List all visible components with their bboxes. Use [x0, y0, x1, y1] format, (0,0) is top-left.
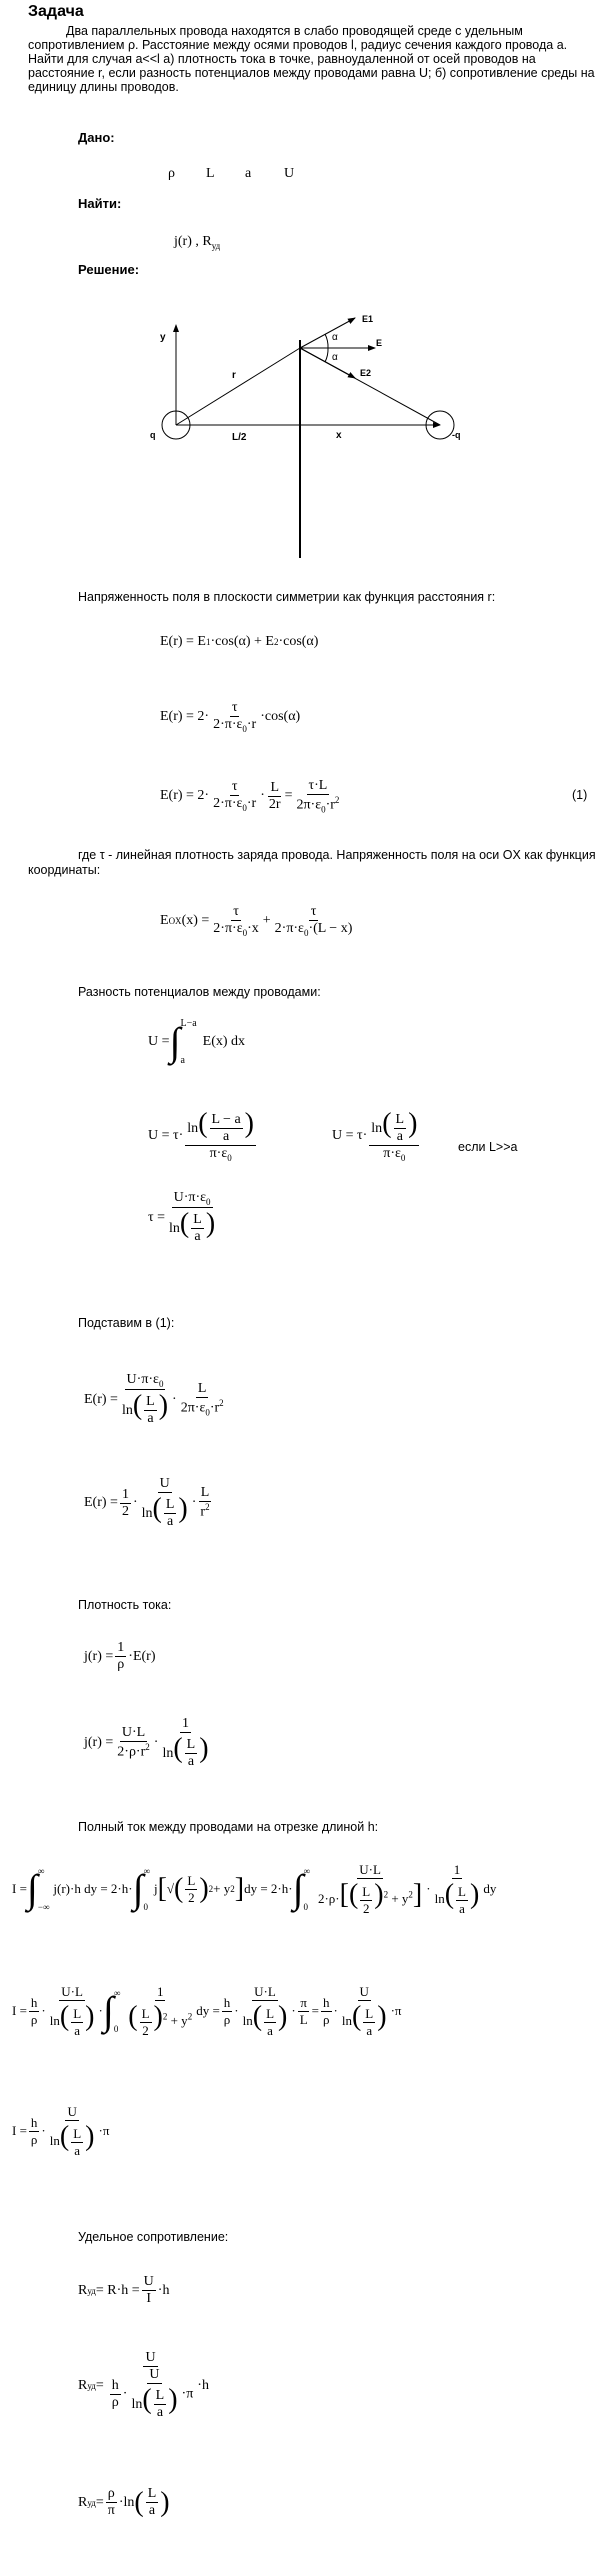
- text-resistivity: Удельное сопротивление:: [78, 2230, 229, 2244]
- eq-density-2: j(r) = $\frac{U\cdot L}{2\cdot\rho\cdot r^2}$ · 1 ln( $\frac{L}{a}$ ): [84, 1716, 209, 1770]
- text-field: Напряженность поля в плоскости симметрии как функция расстояния r:: [78, 590, 496, 604]
- alpha-top: α: [332, 332, 338, 343]
- eq-number: (1): [572, 788, 588, 802]
- eq-field-3: E(r) = 2· $\frac{\tau}{2\cdot\pi\cdot\varepsilon_0\cdot r}$ · $\frac{L}{2r}$ = $\frac{\tau\cdot L}{2\pi\cdot\varepsilon_0\cdot r^2}$: [160, 778, 340, 815]
- find-vars: j(r) , $R_{уд}$: [174, 234, 221, 251]
- eq-resist-2: R уд = U $\frac{h}{\rho}$ · U ln( $\frac{L}{a}$ ) ·π ·h: [78, 2350, 209, 2421]
- given-var-l: L: [206, 166, 215, 181]
- y-label: y: [160, 332, 166, 343]
- eq-potential-full: U = τ· ln( $\frac{L - a}{a}$ ) $\pi\cdot\varepsilon_0$: [148, 1108, 254, 1164]
- eq-potential-integral: U = ∫ L−a a E(x) dx: [148, 1018, 246, 1066]
- half-l-label: L/2: [232, 432, 247, 443]
- e1-label: E1: [362, 314, 374, 324]
- given-var-u: U: [284, 166, 295, 181]
- eq-current-3: I = $\frac{h}{\rho}$ · U ln( $\frac{L}{a}$ ) ·π: [12, 2104, 110, 2158]
- text-tau: где τ - линейная плотность заряда провода. Напряженность поля на оси OX как функция координаты:: [28, 848, 596, 877]
- eq-tau: τ = $U\cdot\pi\cdot\varepsilon_0$ ln( $\frac{L}{a}$ ): [148, 1190, 216, 1245]
- page-title: Задача: [28, 3, 84, 20]
- field-diagram: [140, 290, 480, 560]
- given-var-a: a: [245, 166, 252, 181]
- text-current: Полный ток между проводами на отрезке длиной h:: [78, 1820, 379, 1834]
- eq-resist-3: R уд = $\frac{\rho}{\pi}$ ·ln ( $\frac{L}{a}$ ): [78, 2486, 170, 2518]
- find-label: Найти:: [78, 196, 122, 211]
- left-charge-label: q: [150, 430, 156, 440]
- eq-potential-approx: U = τ· ln( $\frac{L}{a}$ ) $\pi\cdot\varepsilon_0$: [332, 1108, 418, 1164]
- if-l-gg-a: если L>>a: [458, 1140, 518, 1154]
- right-charge-label: -q: [452, 430, 461, 440]
- r-line-left: [176, 348, 300, 425]
- eq-resist-1: R уд = R·h = $\frac{U}{I}$ ·h: [78, 2274, 170, 2306]
- eq-current-1: I = ∫ ∞ −∞ j(r)·h dy = 2·h· ∫ ∞ 0 j [ √ ( $\frac{L}{2}$ ) 2 + y 2 ] dy = 2·h· ∫ ∞ 0 U·L 2·ρ·[( $\frac{L}{2}$ )$^2 + y^2$] · 1 ln( $\frac{L}{a}$ ) dy: [12, 1862, 497, 1916]
- alpha-bottom: α: [332, 352, 338, 363]
- problem-statement: Два параллельных провода находятся в слабо проводящей среде с удельным сопротивлением ρ. Расстояние между осями проводов l, радиус сечения каждого провода a. Найти для случая a<<l а) плотность тока в точке, равноудаленной от осей проводов на расстояние r, если разность потенциалов между проводами равна U; б) сопротивление среды на единицу длины проводов.: [28, 24, 595, 94]
- eq-density-1: j(r) = $\frac{1}{\rho}$ ·E(r): [84, 1640, 156, 1672]
- eq-field-sum: E(r) = E 1 ·cos(α) + E 2 ·cos(α): [160, 634, 319, 649]
- eq-current-2: I = $\frac{h}{\rho}$ · U·L ln( $\frac{L}{a}$ ) · ∫ ∞ 0 1 ( $\frac{L}{2}$ )$^2 + y^2$ dy = $\frac{h}{\rho}$ · U·L ln( $\frac{L}{a}$ ) · $\frac{\pi}{L}$ = $\frac{h}{\rho}$ · U ln( $\frac{L}{a}$ ) ·π: [12, 1984, 402, 2038]
- given-label: Дано:: [78, 130, 115, 145]
- text-density: Плотность тока:: [78, 1598, 172, 1612]
- e2-label: E2: [360, 368, 372, 378]
- text-diff: Разность потенциалов между проводами:: [78, 985, 321, 999]
- x-label: x: [336, 430, 342, 441]
- eq-field-x: E OX (x) = $\frac{\tau}{2\cdot\pi\cdot\varepsilon_0\cdot x}$ + $\frac{\tau}{2\cdot\pi\cdot\varepsilon_0\cdot(L - x)}$: [160, 904, 353, 938]
- text-subst: Подставим в (1):: [78, 1316, 175, 1330]
- r-label: r: [232, 370, 236, 381]
- eq-subst-2: E(r) = $\frac{1}{2}$ · U ln( $\frac{L}{a}$ ) · $\frac{L}{r^2}$: [84, 1476, 210, 1530]
- solution-label: Решение:: [78, 262, 140, 277]
- eq-field-2: E(r) = 2· $\frac{\tau}{2\cdot\pi\cdot\varepsilon_0\cdot r}$ ·cos(α): [160, 700, 301, 734]
- e-label: E: [376, 338, 383, 348]
- given-var-rho: ρ: [168, 166, 175, 181]
- eq-subst-1: E(r) = $U\cdot\pi\cdot\varepsilon_0$ ln( $\frac{L}{a}$ ) · $\frac{L}{2\pi\cdot\varepsilon_0\cdot r^2}$: [84, 1372, 224, 1427]
